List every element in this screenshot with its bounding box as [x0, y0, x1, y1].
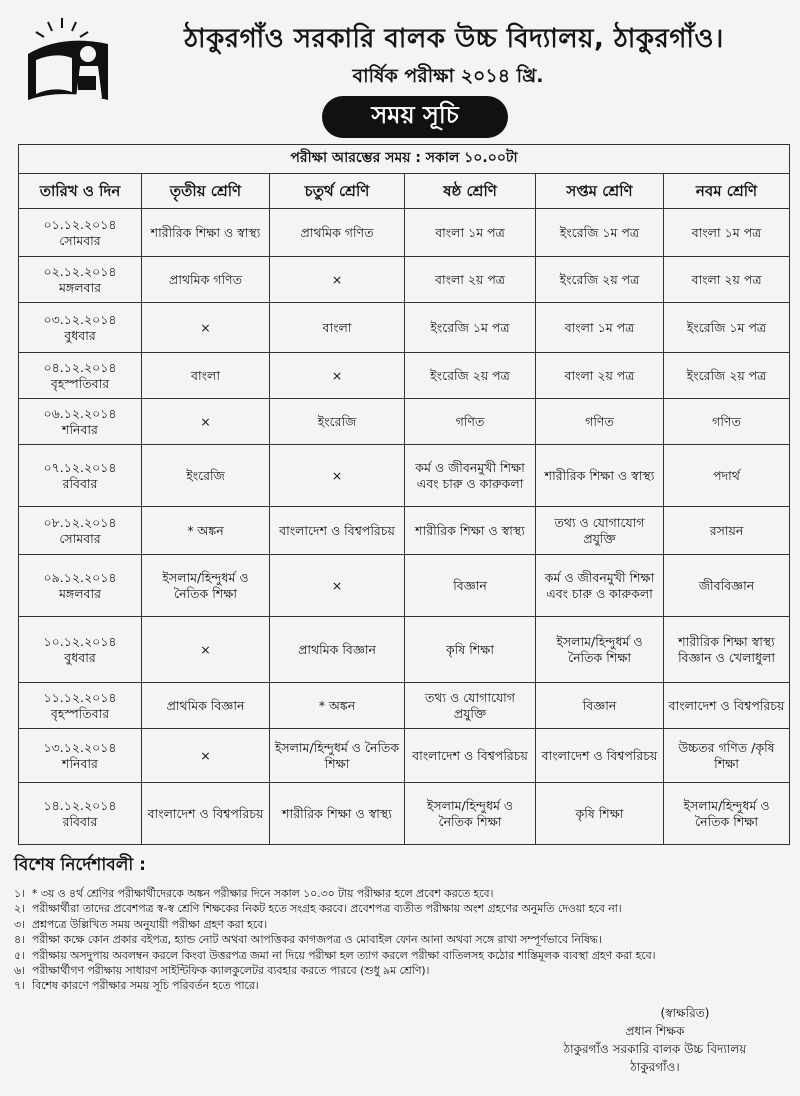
- exam-date: ০৬.১২.২০১৪: [43, 405, 117, 421]
- exam-date: ০৭.১২.২০১৪: [43, 459, 117, 475]
- table-row: [19, 353, 790, 399]
- column-header-class-3: তৃতীয় শ্রেণি: [142, 174, 270, 209]
- date-cell: [19, 783, 142, 845]
- table-row: [19, 257, 790, 303]
- instruction-number: ৩।: [14, 917, 25, 931]
- start-time: পরীক্ষা আরম্ভের সময় : সকাল ১০.০০টা: [19, 145, 790, 174]
- subject-cell: গণিত: [664, 399, 790, 445]
- header-row: [19, 174, 790, 209]
- exam-date: ০৩.১২.২০১৪: [43, 311, 117, 327]
- exam-date: ১০.১২.২০১৪: [43, 633, 117, 649]
- instruction-text: পরীক্ষা কক্ষে কোন প্রকার বইপত্র, হ্যান্ড নোট অথবা আপত্তিকর কাগজপত্র ও মোবাইল ফোন আনা অথবা সঙ্গে রাখা সম্পূর্ণভাবে নিষিদ্ধ।: [32, 933, 602, 947]
- subject-cell: ইংরেজি ১ম পত্র: [664, 303, 790, 353]
- date-cell: [19, 617, 142, 683]
- exam-day: বৃহস্পতিবার: [50, 375, 110, 391]
- school-name: ঠাকুরগাঁও সরকারি বালক উচ্চ বিদ্যালয়, ঠাকুরগাঁও।: [184, 24, 724, 54]
- special-instructions: [14, 852, 790, 994]
- schedule-banner: সময় সূচি: [322, 96, 508, 138]
- table-row: [19, 399, 790, 445]
- subject-cell: ×: [270, 257, 405, 303]
- table-row: [19, 507, 790, 555]
- signatory-school: ঠাকুরগাঁও সরকারি বালক উচ্চ বিদ্যালয়: [563, 1042, 747, 1056]
- date-cell: [19, 353, 142, 399]
- subject-cell: শারীরিক শিক্ষা ও স্বাস্থ্য: [142, 209, 270, 257]
- subject-cell: উচ্চতর গণিত /কৃষি শিক্ষা: [664, 729, 790, 783]
- instruction-number: ৬।: [14, 964, 25, 978]
- subject-cell: কৃষি শিক্ষা: [536, 783, 664, 845]
- exam-title: বার্ষিক পরীক্ষা ২০১৪ খ্রি.: [352, 65, 544, 87]
- list-item: [14, 963, 790, 978]
- instruction-text: বিশেষ কারণে পরীক্ষার সময় সূচি পরিবর্তন হতে পারে।: [32, 979, 259, 993]
- subject-cell: বাংলা: [142, 353, 270, 399]
- date-cell: [19, 209, 142, 257]
- subject-cell: ইসলাম/হিন্দুধর্ম ও নৈতিক শিক্ষা: [664, 783, 790, 845]
- subject-cell: বাংলাদেশ ও বিশ্বপরিচয়: [270, 507, 405, 555]
- subject-cell: প্রাথমিক বিজ্ঞান: [270, 617, 405, 683]
- list-item: [14, 901, 790, 916]
- exam-day: রবিবার: [62, 475, 98, 491]
- exam-day: সোমবার: [59, 232, 101, 248]
- subject-cell: * অঙ্কন: [270, 683, 405, 729]
- subject-cell: বাংলা ২য় পত্র: [536, 353, 664, 399]
- list-item: [14, 886, 790, 901]
- subject-cell: কর্ম ও জীবনমুখী শিক্ষা এবং চারু ও কারুকলা: [536, 555, 664, 617]
- date-cell: [19, 399, 142, 445]
- instructions-list: [14, 886, 790, 994]
- subject-cell: ×: [270, 555, 405, 617]
- table-row: [19, 303, 790, 353]
- schedule-table: [18, 144, 790, 845]
- signatory-town: ঠাকুরগাঁও।: [630, 1060, 680, 1074]
- date-cell: [19, 257, 142, 303]
- subject-cell: বাংলাদেশ ও বিশ্বপরিচয়: [664, 683, 790, 729]
- table-row: [19, 209, 790, 257]
- subject-cell: শারীরিক শিক্ষা ও স্বাস্থ্য: [270, 783, 405, 845]
- subject-cell: বাংলাদেশ ও বিশ্বপরিচয়: [142, 783, 270, 845]
- exam-date: ১৩.১২.২০১৪: [43, 739, 117, 755]
- date-cell: [19, 729, 142, 783]
- subject-cell: কৃষি শিক্ষা: [405, 617, 536, 683]
- exam-date: ০১.১২.২০১৪: [43, 216, 117, 232]
- table-row: [19, 729, 790, 783]
- exam-day: রবিবার: [62, 813, 98, 829]
- exam-day: মঙ্গলবার: [58, 585, 101, 601]
- instruction-text: পরীক্ষার্থীগণ পরীক্ষায় সাধারণ সাইন্টিফিক ক্যালকুলেটর ব্যবহার করতে পারবে (শুধু ৯ম শ্রেণি)।: [32, 964, 430, 978]
- subject-cell: শারীরিক শিক্ষা ও স্বাস্থ্য: [405, 507, 536, 555]
- date-cell: [19, 507, 142, 555]
- list-item: [14, 948, 790, 963]
- date-cell: [19, 303, 142, 353]
- subject-cell: পদার্থ: [664, 445, 790, 507]
- exam-date: ০৪.১২.২০১৪: [43, 359, 117, 375]
- exam-date: ১৪.১২.২০১৪: [43, 797, 117, 813]
- column-header-class-7: সপ্তম শ্রেণি: [536, 174, 664, 209]
- exam-date: ০৮.১২.২০১৪: [43, 514, 117, 530]
- subject-cell: ইংরেজি ২য় পত্র: [664, 353, 790, 399]
- column-header-class-9: নবম শ্রেণি: [664, 174, 790, 209]
- instruction-text: প্রশ্নপত্রে উল্লিখিত সময় অনুযায়ী পরীক্ষা গ্রহণ করা হবে।: [32, 917, 268, 931]
- exam-date: ০৯.১২.২০১৪: [43, 569, 117, 585]
- subject-cell: ×: [270, 445, 405, 507]
- subject-cell: ইংরেজি ২য় পত্র: [405, 353, 536, 399]
- instruction-text: পরীক্ষার্থীরা তাদের প্রবেশপত্র স্ব-স্ব শ্রেণি শিক্ষকের নিকট হতে সংগ্রহ করবে। প্রবেশপত্র ব্যতীত পরীক্ষায় অংশ গ্রহণের অনুমতি দেওয়া হবে না।: [32, 902, 622, 916]
- subject-cell: গণিত: [405, 399, 536, 445]
- instruction-number: ১।: [14, 887, 25, 900]
- subject-cell: প্রাথমিক গণিত: [270, 209, 405, 257]
- subject-cell: বাংলা ২য় পত্র: [405, 257, 536, 303]
- date-cell: [19, 683, 142, 729]
- subject-cell: বাংলা ১ম পত্র: [664, 209, 790, 257]
- signatory-designation: প্রধান শিক্ষক: [625, 1024, 685, 1038]
- subject-cell: বাংলাদেশ ও বিশ্বপরিচয়: [405, 729, 536, 783]
- list-item: [14, 978, 790, 993]
- subject-cell: ×: [270, 353, 405, 399]
- table-row: [19, 683, 790, 729]
- table-row: [19, 783, 790, 845]
- exam-date: ১১.১২.২০১৪: [43, 689, 117, 705]
- exam-day: শনিবার: [62, 755, 98, 771]
- subject-cell: বাংলা ১ম পত্র: [405, 209, 536, 257]
- exam-day: বৃহস্পতিবার: [50, 705, 110, 721]
- column-header-class-4: চতুর্থ শ্রেণি: [270, 174, 405, 209]
- schedule-body: [19, 209, 790, 845]
- subject-cell: বাংলা ২য় পত্র: [664, 257, 790, 303]
- table-row: [19, 617, 790, 683]
- subject-cell: * অঙ্কন: [142, 507, 270, 555]
- subject-cell: ইংরেজি ১ম পত্র: [536, 209, 664, 257]
- subject-cell: ×: [142, 399, 270, 445]
- instruction-number: ৭।: [14, 979, 25, 993]
- table-row: [19, 445, 790, 507]
- exam-day: বুধবার: [64, 327, 96, 343]
- subject-cell: জীববিজ্ঞান: [664, 555, 790, 617]
- subject-cell: ইসলাম/হিন্দুধর্ম ও নৈতিক শিক্ষা: [142, 555, 270, 617]
- subject-cell: বাংলাদেশ ও বিশ্বপরিচয়: [536, 729, 664, 783]
- subject-cell: বিজ্ঞান: [405, 555, 536, 617]
- subject-cell: বাংলা: [270, 303, 405, 353]
- subject-cell: ×: [142, 729, 270, 783]
- subject-cell: প্রাথমিক গণিত: [142, 257, 270, 303]
- subject-cell: ইংরেজি ১ম পত্র: [405, 303, 536, 353]
- subject-cell: ইংরেজি: [270, 399, 405, 445]
- subject-cell: ×: [142, 617, 270, 683]
- instruction-number: ৪।: [14, 933, 25, 947]
- subject-cell: ইংরেজি ২য় পত্র: [536, 257, 664, 303]
- subject-cell: ইংরেজি: [142, 445, 270, 507]
- subject-cell: ইসলাম/হিন্দুধর্ম ও নৈতিক শিক্ষা: [405, 783, 536, 845]
- subject-cell: ×: [142, 303, 270, 353]
- signed-mark: (স্বাক্ষরিত): [660, 1006, 710, 1020]
- instruction-text: পরীক্ষায় অসদুপায় অবলম্বন করলে কিংবা উত্তরপত্র জমা না দিয়ে পরীক্ষা হল ত্যাগ করলে পরীক্ষা বাতিলসহ কঠোর শাস্তিমূলক ব্যবস্থা গ্রহণ করা হবে।: [32, 948, 656, 962]
- column-header-class-6: ষষ্ঠ শ্রেণি: [405, 174, 536, 209]
- instructions-title: বিশেষ নির্দেশাবলী :: [14, 855, 146, 875]
- subject-cell: গণিত: [536, 399, 664, 445]
- schedule-table-wrapper: [18, 144, 789, 845]
- list-item: [14, 917, 790, 932]
- exam-day: শনিবার: [62, 421, 98, 437]
- instruction-number: ৫।: [14, 948, 25, 962]
- date-cell: [19, 445, 142, 507]
- subject-cell: বিজ্ঞান: [536, 683, 664, 729]
- exam-day: মঙ্গলবার: [58, 279, 101, 295]
- subject-cell: ইসলাম/হিন্দুধর্ম ও নৈতিক শিক্ষা: [536, 617, 664, 683]
- instruction-number: ২।: [14, 902, 25, 916]
- subject-cell: ইসলাম/হিন্দুধর্ম ও নৈতিক শিক্ষা: [270, 729, 405, 783]
- subject-cell: প্রাথমিক বিজ্ঞান: [142, 683, 270, 729]
- table-row: [19, 555, 790, 617]
- exam-day: সোমবার: [59, 530, 101, 546]
- start-time-row: [19, 145, 790, 174]
- subject-cell: রসায়ন: [664, 507, 790, 555]
- book-reader-logo-icon: [22, 14, 114, 106]
- list-item: [14, 932, 790, 947]
- column-header-date: তারিখ ও দিন: [19, 174, 142, 209]
- date-cell: [19, 555, 142, 617]
- subject-cell: শারীরিক শিক্ষা স্বাস্থ্য বিজ্ঞান ও খেলাধুলা: [664, 617, 790, 683]
- exam-day: বুধবার: [64, 649, 96, 665]
- subject-cell: তথ্য ও যোগাযোগ প্রযুক্তি: [405, 683, 536, 729]
- subject-cell: বাংলা ১ম পত্র: [536, 303, 664, 353]
- signature-block: [520, 1004, 790, 1076]
- exam-date: ০২.১২.২০১৪: [43, 263, 117, 279]
- instruction-text: * ৩য় ও ৪র্থ শ্রেণির পরীক্ষার্থীদেরকে অঙ্কন পরীক্ষার দিনে সকাল ১০.৩০ টায় পরীক্ষার হলে প্রবেশ করতে হবে।: [32, 887, 494, 900]
- subject-cell: কর্ম ও জীবনমুখী শিক্ষা এবং চারু ও কারুকলা: [405, 445, 536, 507]
- subject-cell: শারীরিক শিক্ষা ও স্বাস্থ্য: [536, 445, 664, 507]
- subject-cell: তথ্য ও যোগাযোগ প্রযুক্তি: [536, 507, 664, 555]
